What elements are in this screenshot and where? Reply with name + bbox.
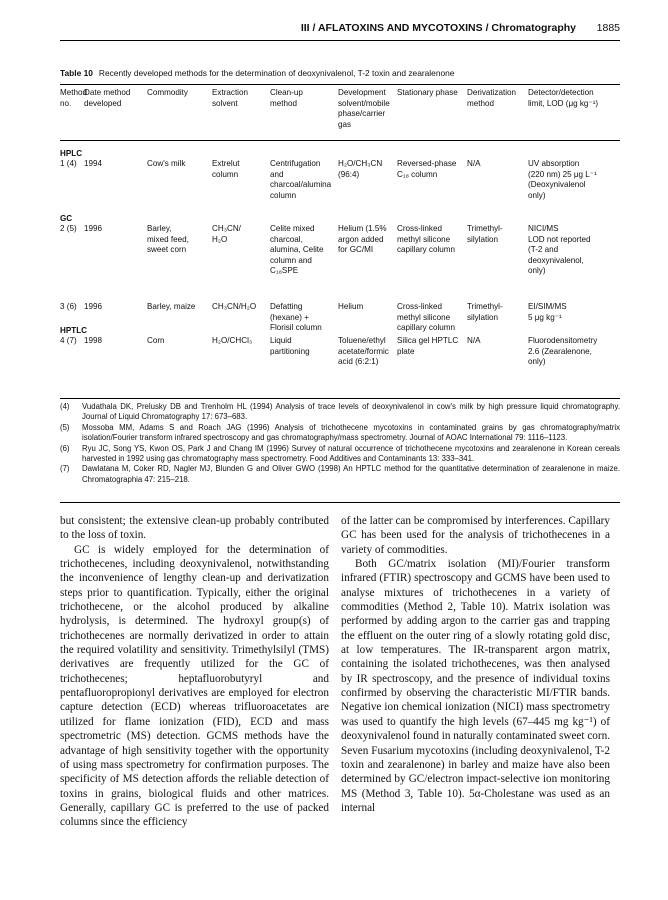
table-cell: CH₃CN/ H₂O <box>212 224 241 244</box>
body-paragraph: Both GC/matrix isolation (MI)/Fourier transform infrared (FTIR) spectroscopy and GCMS have been used to analyse mixtures of trichothecenes in a variety of commodities (Method 2, Table 10). Matrix isolation was performed by adding argon to the carrier gas and trapping the effluent on the outer ring of a slowly rotating gold disc, at low temperatures. The IR-transparent argon matrix, containing the isolated trichothecenes, was then analysed by IR spectroscopy, and the presence of individual toxins confirmed by observing the characteristic MI/FTIR bands. Negative ion chemical ionization (NICI) mass spectrometry was used to quantify the high levels (67–445 mg kg⁻¹) of deoxynivalenol found in naturally contaminated sweet corn. Seven Fusarium mycotoxins (including deoxynivalenol, T-2 toxin and zearalenone) in barley and maize have also been determined by GC/electron impact-selective ion monitoring MS (Method 3, Table 10). 5α-Cholestane was used as an internal <box>341 558 610 814</box>
table-reference <box>60 402 620 423</box>
table-cell: Corn <box>147 336 165 345</box>
table-cell: 1998 <box>84 336 103 345</box>
table-cell: Liquid partitioning <box>270 336 310 356</box>
reference-text: Ryu JC, Song YS, Kwon OS, Park J and Chang IM (1996) Survey of natural occurrence of trichothecene mycotoxins and zearalenone in Korean cereals harvested in 1992 using gas chromatography mass spectrometry. Food Additives and Contaminants 13: 333–341. <box>82 443 620 464</box>
table-cell: Fluorodensitometry 2.6 (Zearalenone, only) <box>528 336 598 367</box>
body-paragraph: GC is widely employed for the determination of trichothecenes, including deoxynivalenol, notwithstanding the inconvenience of lengthy clean-up and derivatization steps prior to quantification. Typically, either the original trichothecene, or the alcohol produced by alkaline hydrolysis, is determined. The hydroxyl group(s) of trichothecenes are normally derivatized in order to attain the required volatility and sensitivity. Trimethylsilyl (TMS) derivatives are frequently utilized for the GC of trichothecenes; heptafluorobutyryl and pentafluoropropionyl derivatives are employed for electron capture detection (ECD) whereas trifluoroacetates are utilized for flame ionization (FID), ECD and mass spectrometric (MS) detection. GCMS methods have the advantage of high sensitivity together with the opportunity of using mass spectrometry for confirmation purposes. The specificity of MS detection affords the reliable detection of toxins in grains, biological fluids and other matrices. Generally, capillary GC is preferred to the use of packed columns since the efficiency <box>60 543 329 829</box>
table-cell: H₂O/CH₃CN (96:4) <box>338 159 383 179</box>
references-bottom-rule <box>60 502 620 503</box>
section-header: HPLC <box>60 149 83 158</box>
table-cell: Helium (1.5% argon added for GC/MI <box>338 224 387 255</box>
column-header: Derivatization method <box>467 88 517 108</box>
body-paragraph: of the latter can be compromised by interferences. Capillary GC has been used for the analysis of trichothecenes in a variety of commodities. <box>341 515 610 556</box>
table-cell: Barley, maize <box>147 302 196 311</box>
table-caption <box>60 68 454 78</box>
column-header: Commodity <box>147 88 188 97</box>
table-cell: 4 (7) <box>60 336 77 345</box>
table-cell: CH₃CN/H₂O <box>212 302 257 311</box>
table-cell: Defatting (hexane) + Florisil column <box>270 302 322 333</box>
column-header: Stationary phase <box>397 88 458 97</box>
section-header: GC <box>60 214 73 223</box>
table-references <box>60 402 620 485</box>
table-cell: Cross-linked methyl silicone capillary column <box>397 224 456 255</box>
table-cell: Barley, mixed feed, sweet corn <box>147 224 189 255</box>
table-caption-text: Recently developed methods for the determination of deoxynivalenol, T-2 toxin and zearalenone <box>98 68 455 78</box>
page-number: 1885 <box>596 22 620 34</box>
body-paragraph: but consistent; the extensive clean-up probably contributed to the loss of toxin. <box>60 515 329 542</box>
table-cell: Silica gel HPTLC plate <box>397 336 459 356</box>
column-header: Development solvent/mobile phase/carrier gas <box>338 88 390 129</box>
table-cell: Extrelut column <box>212 159 240 179</box>
table-cell: N/A <box>467 336 481 345</box>
running-header <box>60 22 620 38</box>
reference-number: (4) <box>60 402 70 411</box>
table-reference <box>60 464 620 485</box>
table-cell: Toluene/ethyl acetate/formic acid (6:2:1) <box>338 336 389 367</box>
table-top-rule <box>60 84 620 85</box>
column-header: Date method developed <box>84 88 131 108</box>
table-cell: Celite mixed charcoal, alumina, Celite column and C₁₈SPE <box>270 224 324 276</box>
table-cell: Centrifugation and charcoal/alumina column <box>270 159 332 200</box>
body-column-left <box>60 514 329 830</box>
running-title: III / AFLATOXINS AND MYCOTOXINS / Chromatography <box>300 22 576 34</box>
header-rule <box>60 40 620 41</box>
data-table <box>60 88 620 398</box>
table-cell: Trimethyl- silylation <box>467 302 503 322</box>
table-label: Table 10 <box>60 68 93 78</box>
reference-text: Mossoba MM, Adams S and Roach JAG (1996) Analysis of trichothecene mycotoxins in contaminated grains by gas chromatography/matrix isolation/Fourier transform infrared spectroscopy and gas chromatography/mass spectrometry. Journal of AOAC International 79: 1116–1123. <box>82 422 620 443</box>
table-cell: 3 (6) <box>60 302 77 311</box>
table-cell: Cross-linked methyl silicone capillary column <box>397 302 456 333</box>
reference-text: Dawlatana M, Coker RD, Nagler MJ, Blunden G and Oliver GWO (1998) An HPTLC method for the quantitative determination of zearalenone in maize. Chromatographia 47: 215–218. <box>82 464 620 484</box>
column-header: Method no. <box>60 88 87 108</box>
table-reference <box>60 423 620 444</box>
reference-text: Vudathala DK, Prelusky DB and Trenholm HL (1994) Analysis of trace levels of deoxynivalenol in cow's milk by high pressure liquid chromatography. Journal of Liquid Chromatography 17: 673–683. <box>82 402 620 422</box>
body-column-right <box>341 514 610 815</box>
table-cell: 2 (5) <box>60 224 77 233</box>
table-cell: 1996 <box>84 302 103 311</box>
column-header: Clean-up method <box>270 88 303 108</box>
table-cell: Trimethyl- silylation <box>467 224 503 244</box>
table-cell: Helium <box>338 302 364 311</box>
table-cell: Reversed-phase C₁₈ column <box>397 159 457 179</box>
section-header: HPTLC <box>60 326 87 335</box>
table-cell: H₂O/CHCl₃ <box>212 336 253 345</box>
table-cell: UV absorption (220 nm) 25 μg L⁻¹ (Deoxynivalenol only) <box>528 159 597 200</box>
table-cell: N/A <box>467 159 481 168</box>
table-cell: EI/SIM/MS 5 μg kg⁻¹ <box>528 302 567 322</box>
reference-number: (7) <box>60 464 70 474</box>
table-cell: Cow's milk <box>147 159 186 168</box>
table-reference <box>60 444 620 465</box>
table-header-rule <box>60 140 620 141</box>
reference-number: (5) <box>60 422 70 432</box>
table-bottom-rule <box>60 398 620 399</box>
table-cell: 1994 <box>84 159 103 168</box>
column-header: Detector/detection limit, LOD (μg kg⁻¹) <box>528 88 599 108</box>
table-cell: 1996 <box>84 224 103 233</box>
reference-number: (6) <box>60 443 70 453</box>
column-header: Extraction solvent <box>212 88 248 108</box>
table-cell: 1 (4) <box>60 159 77 168</box>
table-cell: NICI/MS LOD not reported (T-2 and deoxynivalenol, only) <box>528 224 591 276</box>
